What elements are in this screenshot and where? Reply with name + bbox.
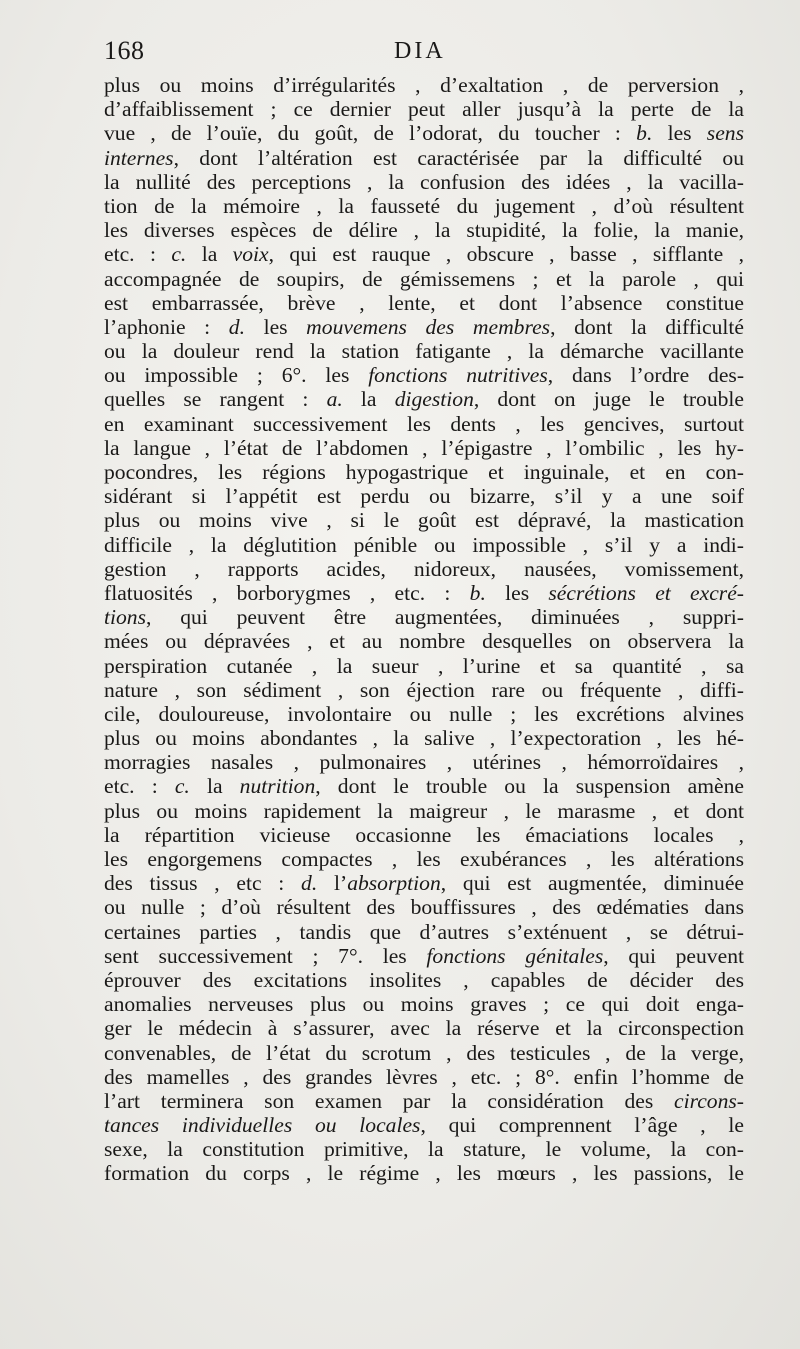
italic-text: b. bbox=[469, 580, 486, 605]
text-line bbox=[104, 1113, 744, 1137]
text-line bbox=[104, 823, 744, 847]
text-run: des tissus , etc : bbox=[104, 871, 302, 896]
text-line bbox=[104, 1065, 744, 1089]
text-line bbox=[104, 605, 744, 629]
text-run: plus ou moins d’irrégularités , d’exaltation , de perversion , bbox=[104, 73, 744, 97]
text-run: éprouver des excitations insolites , capables de décider des bbox=[104, 967, 744, 992]
text-line bbox=[104, 581, 744, 605]
italic-text: voix bbox=[232, 242, 269, 267]
text-run: d’affaiblissement ; ce dernier peut aller jusqu’à la perte de la bbox=[104, 97, 744, 122]
text-run: perspiration cutanée , la sueur , l’urine et sa quantité , sa bbox=[104, 653, 744, 678]
text-line bbox=[104, 315, 744, 339]
text-line bbox=[104, 629, 744, 653]
text-line bbox=[104, 267, 744, 291]
text-run: mées ou dépravées , et au nombre desquelles on observera la bbox=[104, 629, 744, 654]
text-line bbox=[104, 1089, 744, 1113]
text-line bbox=[104, 678, 744, 702]
text-run: la bbox=[342, 387, 395, 412]
text-line bbox=[104, 992, 744, 1016]
italic-text: absorption bbox=[347, 871, 441, 896]
text-run: les engorgemens compactes , les exubérances , les altérations bbox=[104, 847, 744, 871]
running-head: DIA bbox=[394, 38, 446, 64]
text-line bbox=[104, 920, 744, 944]
text-run: , qui est rauque , obscure , basse , sifflante , bbox=[268, 242, 744, 267]
text-run: plus ou moins rapidement la maigreur , le marasme , et dont bbox=[104, 798, 744, 823]
text-run: etc. : bbox=[104, 242, 172, 267]
text-run: ger le médecin à s’assurer, avec la réserve et la circonspection bbox=[104, 1016, 744, 1041]
text-line bbox=[104, 97, 744, 121]
text-run: nature , son sédiment , son éjection rare ou fréquente , diffi- bbox=[104, 677, 744, 702]
text-run: etc. : bbox=[104, 774, 175, 799]
text-line bbox=[104, 944, 744, 968]
text-run: gestion , rapports acides, nidoreux, nausées, vomissement, bbox=[104, 556, 744, 581]
italic-text: sécrétions et excré- bbox=[548, 580, 744, 605]
text-line bbox=[104, 146, 744, 170]
text-run: les bbox=[652, 121, 707, 146]
text-run: tion de la mémoire , la fausseté du jugement , d’où résultent bbox=[104, 193, 744, 218]
text-line bbox=[104, 194, 744, 218]
text-line bbox=[104, 387, 744, 411]
italic-text: internes bbox=[104, 145, 174, 170]
italic-text: nutrition bbox=[239, 774, 316, 799]
text-line bbox=[104, 460, 744, 484]
text-run: plus ou moins vive , si le goût est dépravé, la mastication bbox=[104, 508, 744, 533]
text-run: formation du corps , le régime , les mœurs , les passions, le bbox=[104, 1161, 744, 1186]
text-line bbox=[104, 412, 744, 436]
text-line bbox=[104, 847, 744, 871]
text-run: certaines parties , tandis que d’autres s’exténuent , se détrui- bbox=[104, 919, 744, 944]
text-run: , qui peuvent être augmentées, diminuées , suppri- bbox=[146, 605, 744, 630]
text-line bbox=[104, 799, 744, 823]
text-line bbox=[104, 1137, 744, 1161]
text-run: , qui est augmentée, diminuée bbox=[440, 871, 744, 896]
text-line bbox=[104, 73, 744, 97]
text-run: , dont le trouble ou la suspension amène bbox=[315, 774, 744, 799]
italic-text: fonctions nutritives bbox=[368, 363, 548, 388]
text-run: est embarrassée, brève , lente, et dont l’absence constitue bbox=[104, 290, 744, 315]
italic-text: a. bbox=[326, 387, 343, 412]
text-run: les diverses espèces de délire , la stupidité, la folie, la manie, bbox=[104, 218, 744, 243]
body-text bbox=[104, 73, 744, 1186]
page-header bbox=[104, 36, 744, 72]
italic-text: tions bbox=[104, 605, 146, 630]
text-run: sent successivement ; 7°. les bbox=[104, 943, 427, 968]
text-run: la langue , l’état de l’abdomen , l’épigastre , l’ombilic , les hy- bbox=[104, 435, 744, 460]
text-run: la bbox=[189, 774, 240, 799]
text-run: quelles se rangent : bbox=[104, 387, 327, 412]
text-run: ou la douleur rend la station fatigante , la démarche vacillante bbox=[104, 339, 744, 364]
text-line bbox=[104, 484, 744, 508]
text-run: sexe, la constitution primitive, la stature, le volume, la con- bbox=[104, 1137, 744, 1162]
italic-text: fonctions génitales bbox=[426, 943, 604, 968]
text-run: sidérant si l’appétit est perdu ou bizarre, s’il y a une soif bbox=[104, 484, 744, 509]
text-line bbox=[104, 702, 744, 726]
italic-text: d. bbox=[301, 871, 318, 896]
text-line bbox=[104, 218, 744, 242]
text-line bbox=[104, 654, 744, 678]
text-run: , qui peuvent bbox=[603, 943, 744, 968]
text-run: convenables, de l’état du scrotum , des testicules , de la verge, bbox=[104, 1040, 744, 1065]
text-line bbox=[104, 774, 744, 798]
text-line bbox=[104, 726, 744, 750]
italic-text: mouvemens des membres bbox=[306, 314, 551, 339]
text-run: anomalies nerveuses plus ou moins graves ; ce qui doit enga- bbox=[104, 992, 744, 1017]
text-run: , dont on juge le trouble bbox=[473, 387, 744, 412]
italic-text: sens bbox=[706, 121, 744, 146]
text-line bbox=[104, 121, 744, 145]
text-line bbox=[104, 242, 744, 266]
text-line bbox=[104, 968, 744, 992]
text-line bbox=[104, 1041, 744, 1065]
text-run: pocondres, les régions hypogastrique et inguinale, et en con- bbox=[104, 460, 744, 484]
text-run: la répartition vicieuse occasionne les émaciations locales , bbox=[104, 822, 744, 847]
text-run: flatuosités , borborygmes , etc. : bbox=[104, 580, 470, 605]
text-run: , qui comprennent l’âge , le bbox=[420, 1113, 744, 1138]
italic-text: c. bbox=[171, 242, 187, 267]
text-run: les bbox=[244, 314, 307, 339]
italic-text: digestion bbox=[394, 387, 474, 412]
text-run: la bbox=[186, 242, 233, 267]
text-run: en examinant successivement les dents , les gencives, surtout bbox=[104, 411, 744, 436]
text-run: la nullité des perceptions , la confusion des idées , la vacilla- bbox=[104, 169, 744, 194]
text-run: morragies nasales , pulmonaires , utérines , hémorroïdaires , bbox=[104, 750, 744, 775]
text-run: , dans l’ordre des- bbox=[547, 363, 745, 388]
italic-text: b. bbox=[636, 121, 653, 146]
text-run: ou nulle ; d’où résultent des bouffissures , des œdématies dans bbox=[104, 895, 744, 920]
text-run: accompagnée de soupirs, de gémissemens ; et la parole , qui bbox=[104, 266, 744, 291]
italic-text: circons- bbox=[674, 1088, 744, 1113]
italic-text: c. bbox=[174, 774, 190, 799]
italic-text: tances individuelles ou locales bbox=[104, 1113, 421, 1138]
text-line bbox=[104, 750, 744, 774]
text-run: l’ bbox=[317, 871, 348, 896]
text-line bbox=[104, 363, 744, 387]
text-run: ou impossible ; 6°. les bbox=[104, 363, 369, 388]
text-line bbox=[104, 339, 744, 363]
text-run: difficile , la déglutition pénible ou impossible , s’il y a indi- bbox=[104, 532, 744, 557]
page-number: 168 bbox=[104, 36, 145, 65]
text-run: , dont l’altération est caractérisée par la difficulté ou bbox=[173, 145, 744, 170]
text-line bbox=[104, 291, 744, 315]
text-run: cile, douloureuse, involontaire ou nulle ; les excrétions alvines bbox=[104, 701, 744, 726]
text-line bbox=[104, 170, 744, 194]
text-line bbox=[104, 533, 744, 557]
italic-text: d. bbox=[228, 314, 245, 339]
text-run: plus ou moins abondantes , la salive , l’expectoration , les hé- bbox=[104, 726, 744, 751]
text-line bbox=[104, 557, 744, 581]
text-run: l’aphonie : bbox=[104, 314, 229, 339]
text-line bbox=[104, 895, 744, 919]
text-line bbox=[104, 871, 744, 895]
text-run: des mamelles , des grandes lèvres , etc. ; 8°. enfin l’homme de bbox=[104, 1064, 744, 1089]
text-line bbox=[104, 1016, 744, 1040]
text-run: vue , de l’ouïe, du goût, de l’odorat, du toucher : bbox=[104, 121, 637, 146]
text-line bbox=[104, 508, 744, 532]
text-line bbox=[104, 1161, 744, 1185]
text-run: l’art terminera son examen par la considération des bbox=[104, 1088, 675, 1113]
text-run: les bbox=[485, 580, 549, 605]
text-line bbox=[104, 436, 744, 460]
text-run: , dont la difficulté bbox=[550, 314, 744, 339]
